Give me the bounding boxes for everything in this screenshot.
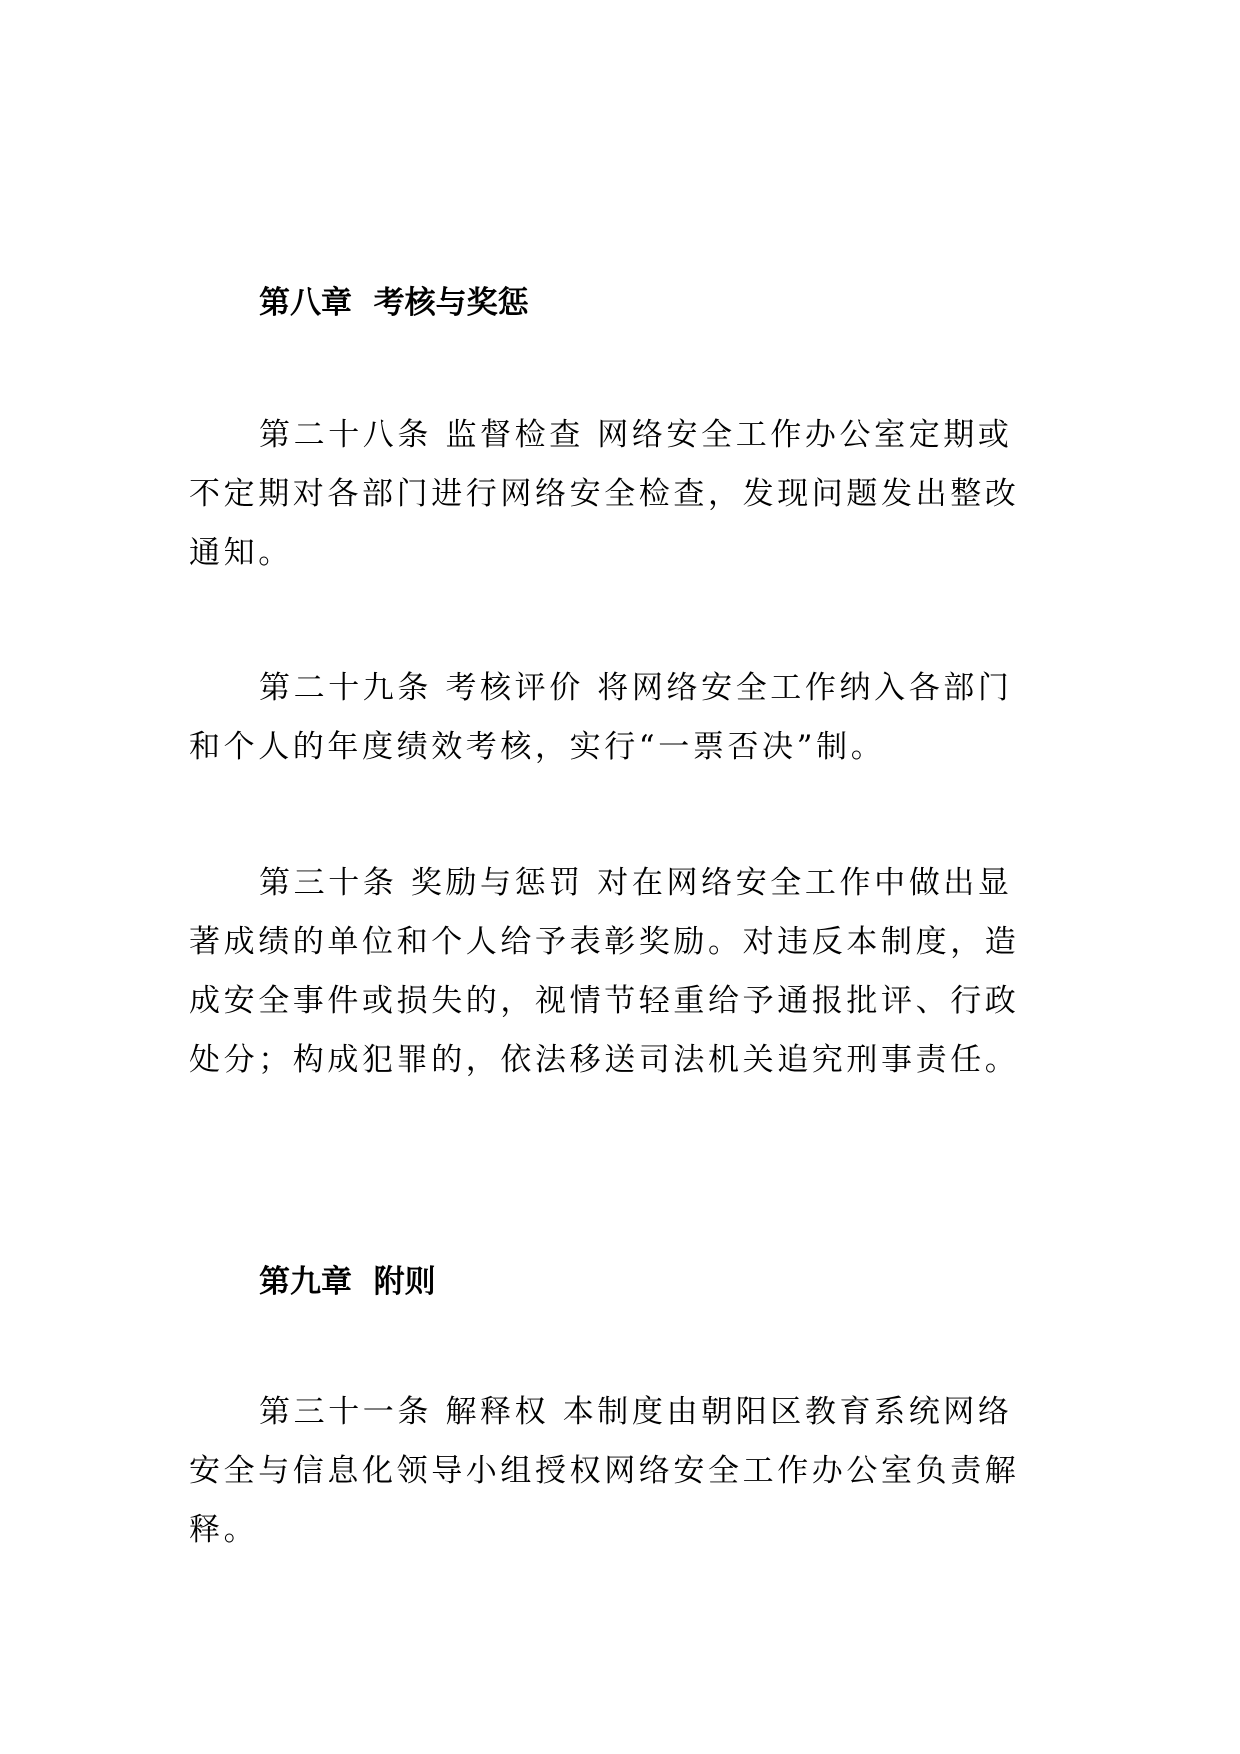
article-31: 第三十一条 解释权 本制度由朝阳区教育系统网络安全与信息化领导小组授权网络安全工作办公室负责解释。 bbox=[189, 1394, 1020, 1548]
article-30: 第三十条 奖励与惩罚 对在网络安全工作中做出显著成绩的单位和个人给予表彰奖励。对违反本制度，造成安全事件或损失的，视情节轻重给予通报批评、行政处分；构成犯罪的，依法移送司法机关追究刑事责任。 bbox=[189, 865, 1020, 1078]
chapter-9-title: 第九章 附则 bbox=[259, 1264, 436, 1300]
chapter-8-title: 第八章 考核与奖惩 bbox=[259, 285, 529, 321]
article-28: 第二十八条 监督检查 网络安全工作办公室定期或不定期对各部门进行网络安全检查，发现问题发出整改通知。 bbox=[189, 417, 1020, 571]
article-29: 第二十九条 考核评价 将网络安全工作纳入各部门和个人的年度绩效考核，实行“一票否决”制。 bbox=[189, 670, 1013, 765]
